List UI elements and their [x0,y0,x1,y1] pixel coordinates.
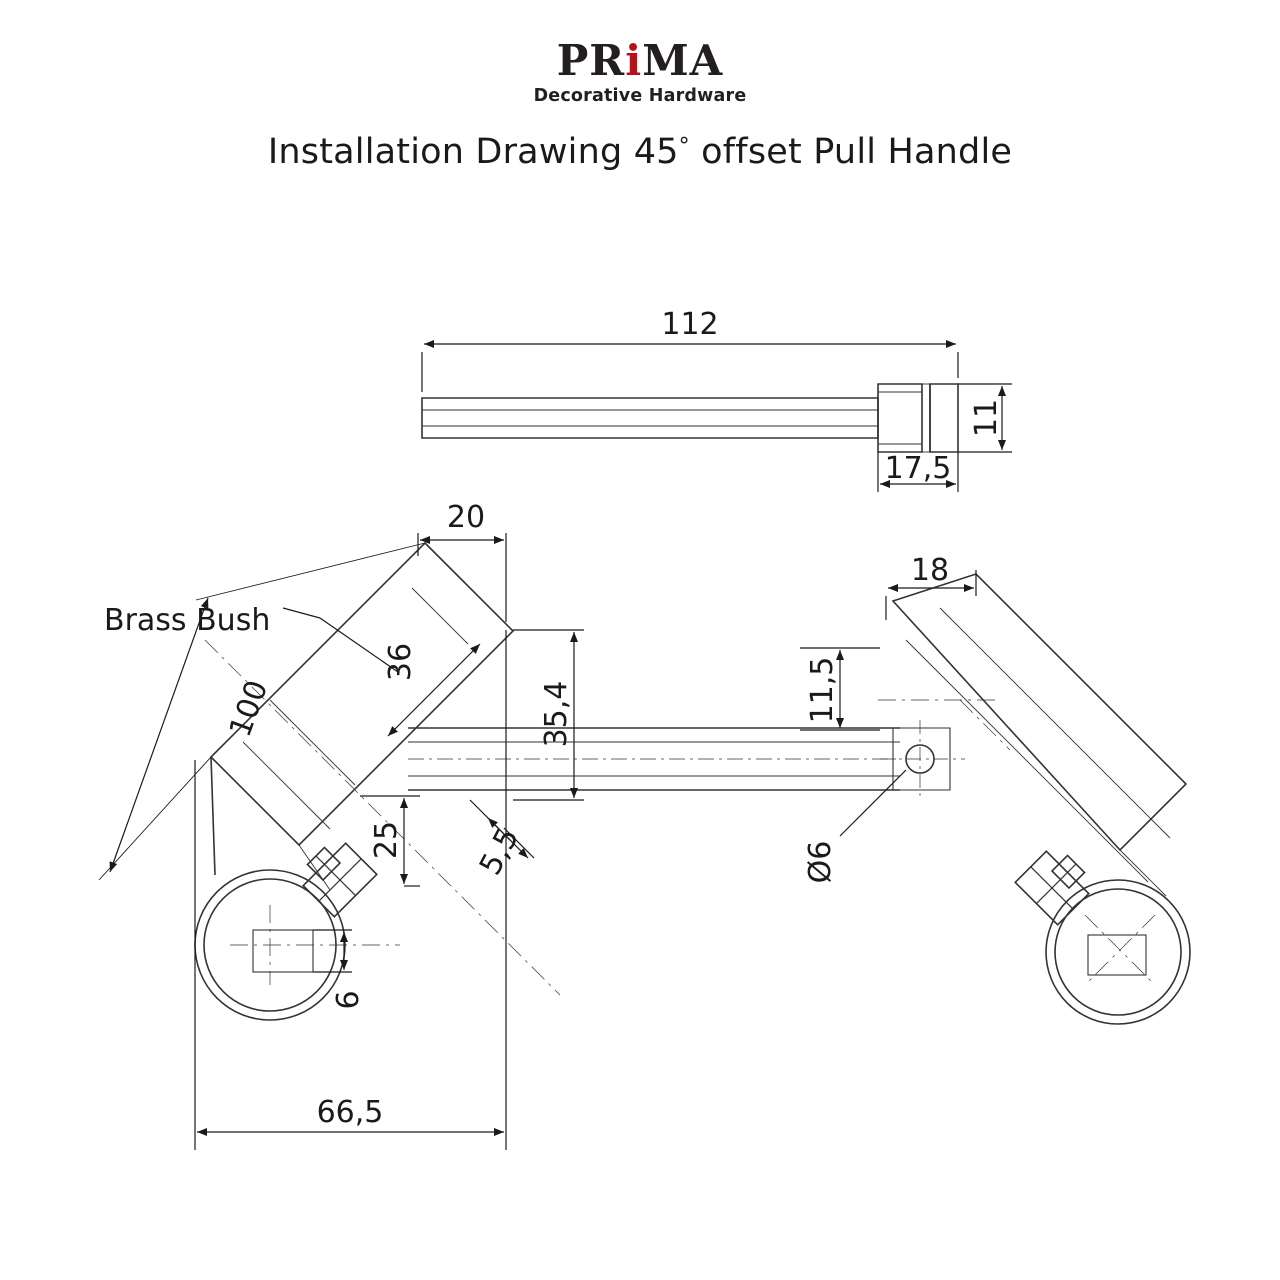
dimension-20-label: 20 [446,500,486,535]
brand-name-pre: PR [556,36,626,85]
page-title-main: Installation Drawing 45 [267,132,679,172]
dimension-17-5-label: 17,5 [884,451,952,486]
dimension-112-label: 112 [661,307,719,342]
right-leg [878,574,1190,1024]
dimension-36-label: 36 [383,642,418,682]
brand-name-post: MA [642,36,724,85]
dimension-5-5-label: 5,5 [472,822,527,881]
page-title-tail: offset Pull Handle [689,132,1013,172]
dimension-20 [418,533,506,622]
top-view-bolt [422,384,958,452]
degree-symbol: ° [678,134,690,159]
dimension-11-label: 11 [969,398,1004,438]
dimension-66-5-label: 66,5 [316,1095,384,1130]
dimension-bore-label: Ø6 [803,840,838,884]
dimension-100-label: 100 [222,675,276,742]
dimension-11-5-label: 11,5 [805,656,840,724]
brand-name-accent: i [625,36,643,85]
dimension-6-label: 6 [331,990,366,1010]
dimension-25-label: 25 [369,820,404,860]
dimension-35-4-label: 35,4 [539,680,574,748]
brass-bush-leader [283,608,398,672]
brass-bush-label: Brass Bush [104,603,271,638]
dimension-bore [840,770,906,836]
dimension-18-label: 18 [910,553,950,588]
centre-bar [408,728,900,790]
brand-tagline: Decorative Hardware [533,86,747,106]
